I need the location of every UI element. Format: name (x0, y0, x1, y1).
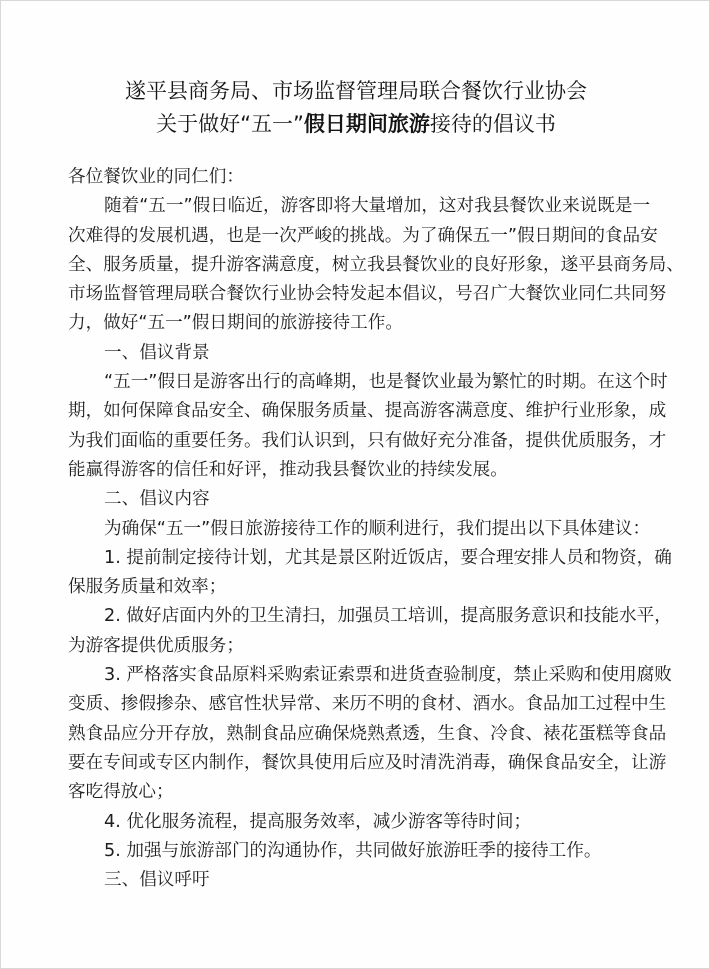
paragraph-line: 1. 提前制定接待计划，尤其是景区附近饭店，要合理安排人员和物资，确 (104, 547, 672, 568)
paragraph-line: 变质、掺假掺杂、感官性状异常、来历不明的食材、酒水。食品加工过程中生 (68, 694, 667, 715)
section-lead: 为确保“五一”假日旅游接待工作的顺利进行，我们提出以下具体建议： (104, 518, 651, 539)
paragraph-line: 4. 优化服务流程，提高服务效率，减少游客等待时间； (104, 811, 532, 832)
title-bold-phrase: 假日期间旅游 (303, 112, 430, 136)
list-item-5 (68, 837, 668, 866)
title-prefix: 关于做好“五一” (156, 112, 304, 136)
section-heading-content: 二、倡议内容 (104, 489, 210, 510)
list-item-4 (68, 808, 668, 837)
title-suffix: 接待的倡议书 (429, 112, 556, 136)
paragraph-line: 要在专间或专区内制作，餐饮具使用后应及时清洗消毒，确保食品安全，让游 (68, 752, 667, 773)
paragraph-line: 保服务质量和效率； (68, 577, 227, 598)
paragraph-line: 为我们面临的重要任务。我们认识到，只有做好充分准备，提供优质服务，才 (68, 430, 667, 451)
paragraph-line: 期，如何保障食品安全、确保服务质量、提高游客满意度、维护行业形象，成 (68, 401, 667, 422)
section-heading-appeal: 三、倡议呼吁 (104, 870, 210, 891)
document-title-line2 (1, 108, 710, 138)
list-item-1 (68, 544, 672, 603)
paragraph-line: 次难得的发展机遇，也是一次严峻的挑战。为了确保五一”假日期间的食品安 (68, 225, 658, 246)
background-paragraph (68, 368, 668, 485)
paragraph-line: 随着“五一”假日临近，游客即将大量增加，这对我县餐饮业来说既是一 (104, 196, 651, 217)
document-body (68, 163, 684, 895)
paragraph-line: 3. 严格落实食品原料采购索证索票和进货查验制度，禁止采购和使用腐败 (104, 665, 672, 686)
paragraph-line: 市场监督管理局联合餐饮行业协会特发起本倡议，号召广大餐饮业同仁共同努 (68, 284, 667, 305)
section-heading-background: 一、倡议背景 (104, 342, 210, 363)
list-item-2 (68, 602, 672, 661)
paragraph-line: “五一”假日是游客出行的高峰期，也是餐饮业最为繁忙的时期。在这个时 (104, 372, 668, 393)
paragraph-line: 熟食品应分开存放，熟制食品应确保烧熟煮透，生食、冷食、裱花蛋糕等食品 (68, 723, 667, 744)
document-title-line1: 遂平县商务局、市场监督管理局联合餐饮行业协会 (125, 79, 587, 103)
paragraph-line: 客吃得放心； (68, 782, 174, 803)
salutation: 各位餐饮业的同仁们： (68, 167, 244, 187)
intro-paragraph (68, 192, 684, 338)
paragraph-line: 能赢得游客的信任和好评，推动我县餐饮业的持续发展。 (68, 459, 508, 480)
list-item-3 (68, 661, 672, 807)
paragraph-line: 为游客提供优质服务； (68, 635, 244, 656)
paragraph-line: 力，做好“五一”假日期间的旅游接待工作。 (68, 313, 403, 334)
paragraph-line: 全、服务质量，提升游客满意度，树立我县餐饮业的良好形象，遂平县商务局、 (68, 254, 684, 275)
paragraph-line: 2. 做好店面内外的卫生清扫，加强员工培训，提高服务意识和技能水平， (104, 606, 672, 627)
paragraph-line: 5. 加强与旅游部门的沟通协作，共同做好旅游旺季的接待工作。 (104, 840, 602, 861)
